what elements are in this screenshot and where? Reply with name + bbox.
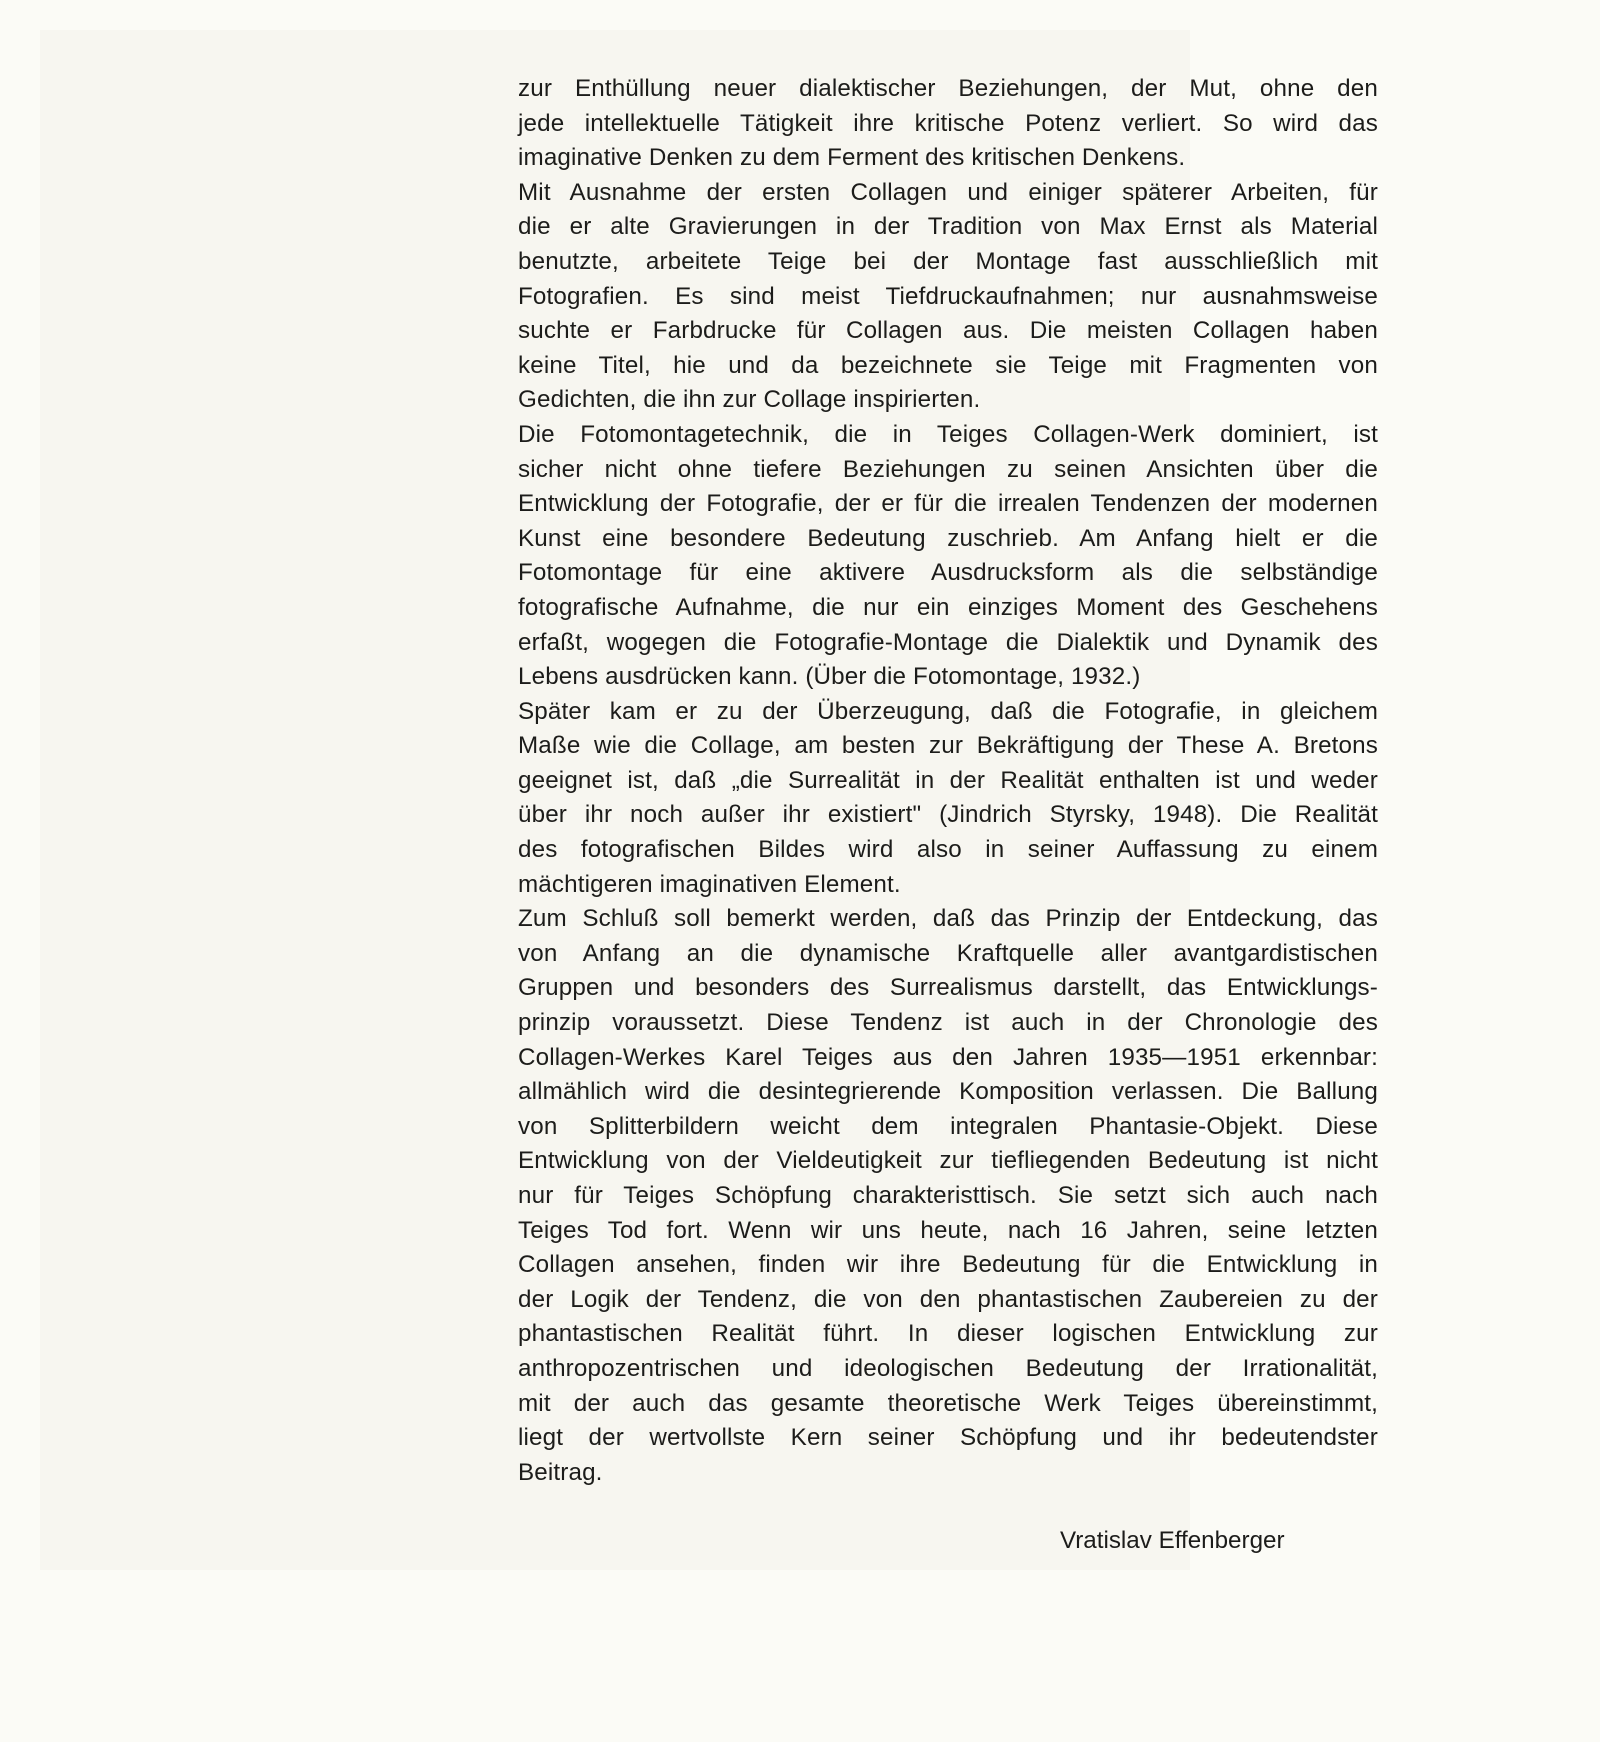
text-line: allmählich wird die desintegrierende Komposition verlassen. Die Ballung	[518, 1078, 1378, 1106]
text-line: Kunst eine besondere Bedeutung zuschrieb. Am Anfang hielt er die	[518, 524, 1378, 552]
text-line: erfaßt, wogegen die Fotografie-Montage die Dialektik und Dynamik des	[518, 628, 1378, 656]
body-text	[518, 72, 1378, 1490]
text-line: über ihr noch außer ihr existiert" (Jindrich Styrsky, 1948). Die Realität	[518, 801, 1378, 829]
text-line: Lebens ausdrücken kann. (Über die Fotomontage, 1932.)	[518, 663, 1141, 691]
text-line: von Anfang an die dynamische Kraftquelle aller avantgardistischen	[518, 939, 1378, 967]
text-line: Zum Schluß soll bemerkt werden, daß das Prinzip der Entdeckung, das	[518, 905, 1378, 933]
text-line: imaginative Denken zu dem Ferment des kritischen Denkens.	[518, 144, 1186, 172]
text-line: Die Fotomontagetechnik, die in Teiges Collagen-Werk dominiert, ist	[518, 420, 1378, 448]
text-line: Fotografien. Es sind meist Tiefdruckaufnahmen; nur ausnahmsweise	[518, 282, 1378, 310]
text-line: Teiges Tod fort. Wenn wir uns heute, nach 16 Jahren, seine letzten	[518, 1216, 1378, 1244]
text-line: von Splitterbildern weicht dem integralen Phantasie-Objekt. Diese	[518, 1112, 1378, 1140]
text-line: geeignet ist, daß „die Surrealität in der Realität enthalten ist und weder	[518, 766, 1378, 794]
text-line: mit der auch das gesamte theoretische Werk Teiges übereinstimmt,	[518, 1389, 1378, 1417]
text-line: Fotomontage für eine aktivere Ausdrucksform als die selbständige	[518, 559, 1378, 587]
text-line: nur für Teiges Schöpfung charakteristtisch. Sie setzt sich auch nach	[518, 1182, 1378, 1209]
text-line: benutzte, arbeitete Teige bei der Montage fast ausschließlich mit	[518, 247, 1378, 275]
text-line: zur Enthüllung neuer dialektischer Beziehungen, der Mut, ohne den	[518, 75, 1378, 102]
text-line: Collagen ansehen, finden wir ihre Bedeutung für die Entwicklung in	[518, 1251, 1378, 1279]
text-line: suchte er Farbdrucke für Collagen aus. Die meisten Collagen haben	[518, 317, 1378, 345]
text-line: jede intellektuelle Tätigkeit ihre kritische Potenz verliert. So wird das	[518, 109, 1378, 137]
text-line: phantastischen Realität führt. In dieser logischen Entwicklung zur	[518, 1320, 1378, 1348]
text-line: Später kam er zu der Überzeugung, daß die Fotografie, in gleichem	[518, 697, 1378, 725]
text-line: Beitrag.	[518, 1458, 603, 1486]
text-line: Gedichten, die ihn zur Collage inspirierten.	[518, 386, 981, 414]
text-line: keine Titel, hie und da bezeichnete sie Teige mit Fragmenten von	[518, 351, 1378, 379]
text-line: sicher nicht ohne tiefere Beziehungen zu seinen Ansichten über die	[518, 455, 1378, 483]
text-line: der Logik der Tendenz, die von den phantastischen Zaubereien zu der	[518, 1285, 1378, 1313]
text-line: Entwicklung der Fotografie, der er für die irrealen Tendenzen der modernen	[518, 490, 1378, 518]
text-line: Collagen-Werkes Karel Teiges aus den Jahren 1935—1951 erkennbar:	[518, 1043, 1378, 1071]
text-line: Mit Ausnahme der ersten Collagen und einiger späterer Arbeiten, für	[518, 178, 1378, 206]
text-line: prinzip voraussetzt. Diese Tendenz ist auch in der Chronologie des	[518, 1009, 1378, 1037]
text-line: die er alte Gravierungen in der Tradition von Max Ernst als Material	[518, 213, 1378, 241]
text-line: Maße wie die Collage, am besten zur Bekräftigung der These A. Bretons	[518, 732, 1378, 760]
text-line: Gruppen und besonders des Surrealismus darstellt, das Entwicklungs-	[518, 974, 1378, 1002]
text-line: des fotografischen Bildes wird also in seiner Auffassung zu einem	[518, 836, 1378, 864]
text-line: anthropozentrischen und ideologischen Bedeutung der Irrationalität,	[518, 1354, 1378, 1382]
text-line: mächtigeren imaginativen Element.	[518, 870, 901, 898]
text-line: Entwicklung von der Vieldeutigkeit zur tiefliegenden Bedeutung ist nicht	[518, 1147, 1378, 1175]
text-line: liegt der wertvollste Kern seiner Schöpfung und ihr bedeutendster	[518, 1424, 1378, 1452]
text-line: fotografische Aufnahme, die nur ein einziges Moment des Geschehens	[518, 593, 1378, 621]
author-signature: Vratislav Effenberger	[1060, 1527, 1285, 1554]
